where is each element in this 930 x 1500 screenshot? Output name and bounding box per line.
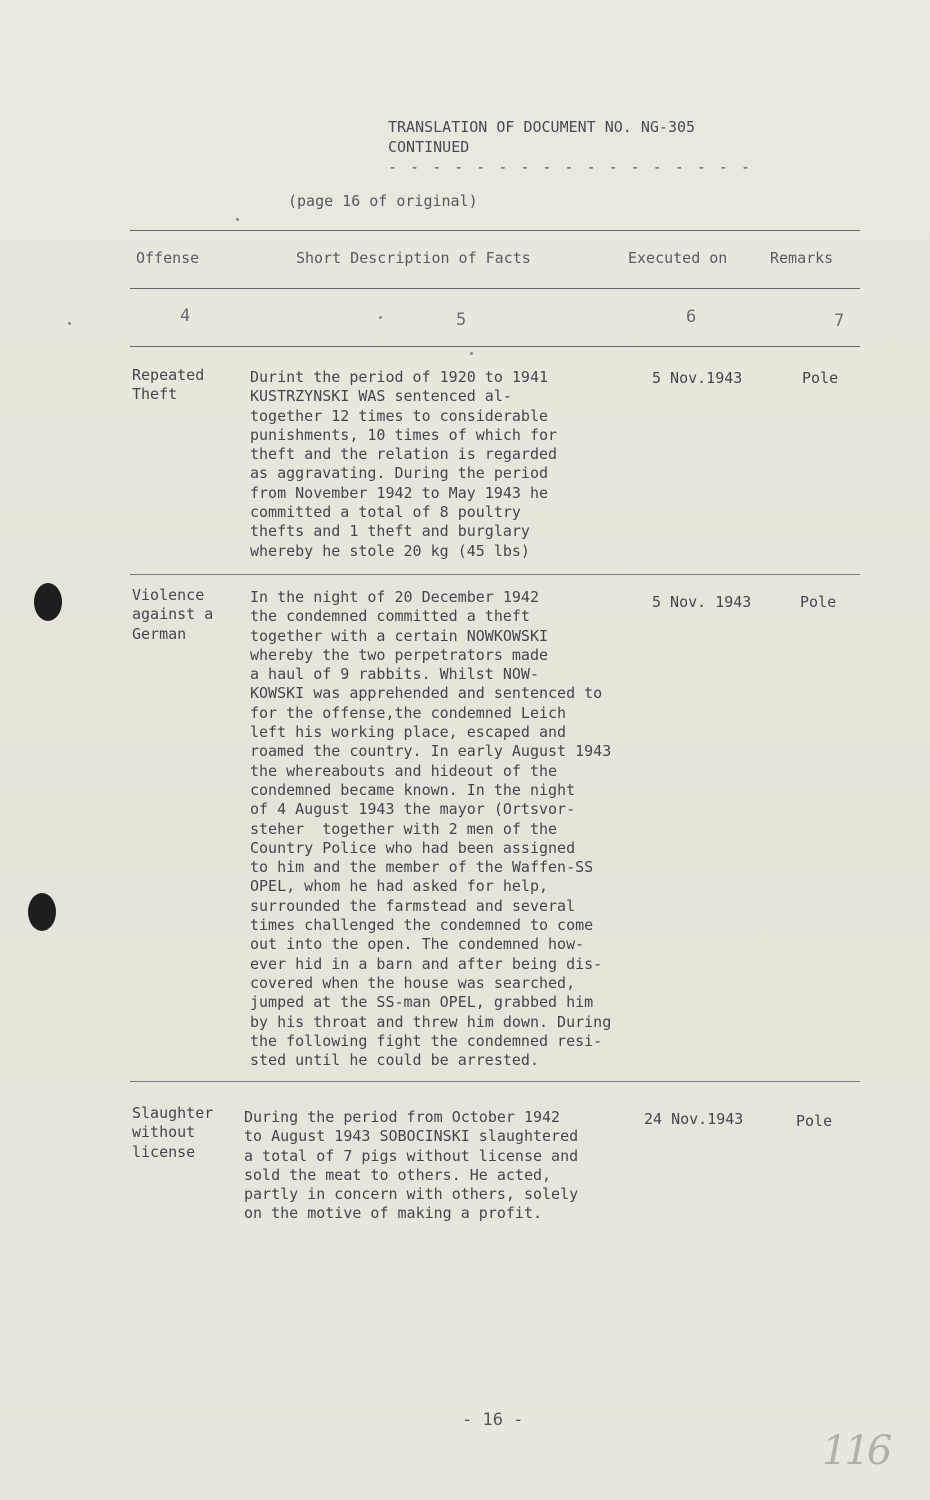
document-title [388, 117, 695, 157]
col-header-executed: Executed on [628, 249, 728, 267]
row3-remarks: Pole [796, 1112, 833, 1130]
page-number: - 16 - [462, 1410, 524, 1430]
page-reference: (page 16 of original) [288, 192, 478, 210]
paper-speck [68, 322, 71, 325]
handwritten-folio-number: 116 [822, 1428, 890, 1474]
col-number-executed: 6 [686, 307, 697, 327]
punch-hole-bottom [28, 893, 56, 931]
punch-hole-top [34, 583, 62, 621]
row1-executed: 5 Nov.1943 [652, 369, 743, 387]
row2-remarks: Pole [800, 593, 837, 611]
header-rule [130, 288, 860, 289]
numbers-rule [130, 346, 860, 347]
col-number-remarks: 7 [834, 311, 845, 331]
title-line-2: CONTINUED [388, 138, 470, 156]
row2-bottom-rule [130, 1081, 860, 1082]
row2-executed: 5 Nov. 1943 [652, 593, 752, 611]
col-number-facts: 5 [456, 310, 467, 330]
row3-facts: During the period from October 1942 to August 1943 SOBOCINSKI slaughtered a total of 7 pigs without license and sold the meat to others. He acted, partly in concern with others, solely on the motive of making a profit. [244, 1108, 579, 1223]
row1-bottom-rule [130, 574, 860, 575]
paper-speck [470, 352, 473, 355]
row3-offense: Slaughter without license [132, 1104, 214, 1161]
col-number-offense: 4 [180, 306, 191, 326]
col-header-remarks: Remarks [770, 249, 834, 267]
title-line-1: TRANSLATION OF DOCUMENT NO. NG-305 [388, 118, 696, 136]
col-header-offense: Offense [136, 249, 200, 267]
row2-facts: In the night of 20 December 1942 the condemned committed a theft together with a certain NOWKOWSKI whereby the two perpetrators made a haul of 9 rabbits. Whilst NOW- KOWSKI was apprehended and sentenced to for the offense,the condemned Leich left his working place, escaped and roamed the country. In early August 1943 the whereabouts and hideout of the condemned became known. In the night of 4 August 1943 the mayor (Ortsvor- steher together with 2 men of the Country Police who had been assigned to him and the member of the Waffen-SS OPEL, whom he had asked for help, surrounded the farmstead and several times challenged the condemned to come out into the open. The condemned how- ever hid in a barn and after being dis- covered when the house was searched, jumped at the SS-man OPEL, grabbed him by his throat and threw him down. During the following fight the condemned resi- sted until he could be arrested. [250, 588, 612, 1070]
row1-offense: Repeated Theft [132, 366, 205, 404]
row1-facts: Durint the period of 1920 to 1941 KUSTRZYNSKI WAS sentenced al- together 12 times to considerable punishments, 10 times of which for theft and the relation is regarded as aggravating. During the period from November 1942 to May 1943 he committed a total of 8 poultry thefts and 1 theft and burglary whereby he stole 20 kg (45 lbs) [250, 368, 558, 560]
row2-offense: Violence against a German [132, 586, 214, 643]
paper-speck [236, 218, 239, 221]
table-top-rule [130, 230, 860, 231]
title-underline-dashes: - - - - - - - - - - - - - - - - - [388, 158, 753, 176]
row3-executed: 24 Nov.1943 [644, 1110, 744, 1128]
row1-remarks: Pole [802, 369, 839, 387]
paper-speck [379, 316, 382, 319]
col-header-facts: Short Description of Facts [296, 249, 531, 267]
